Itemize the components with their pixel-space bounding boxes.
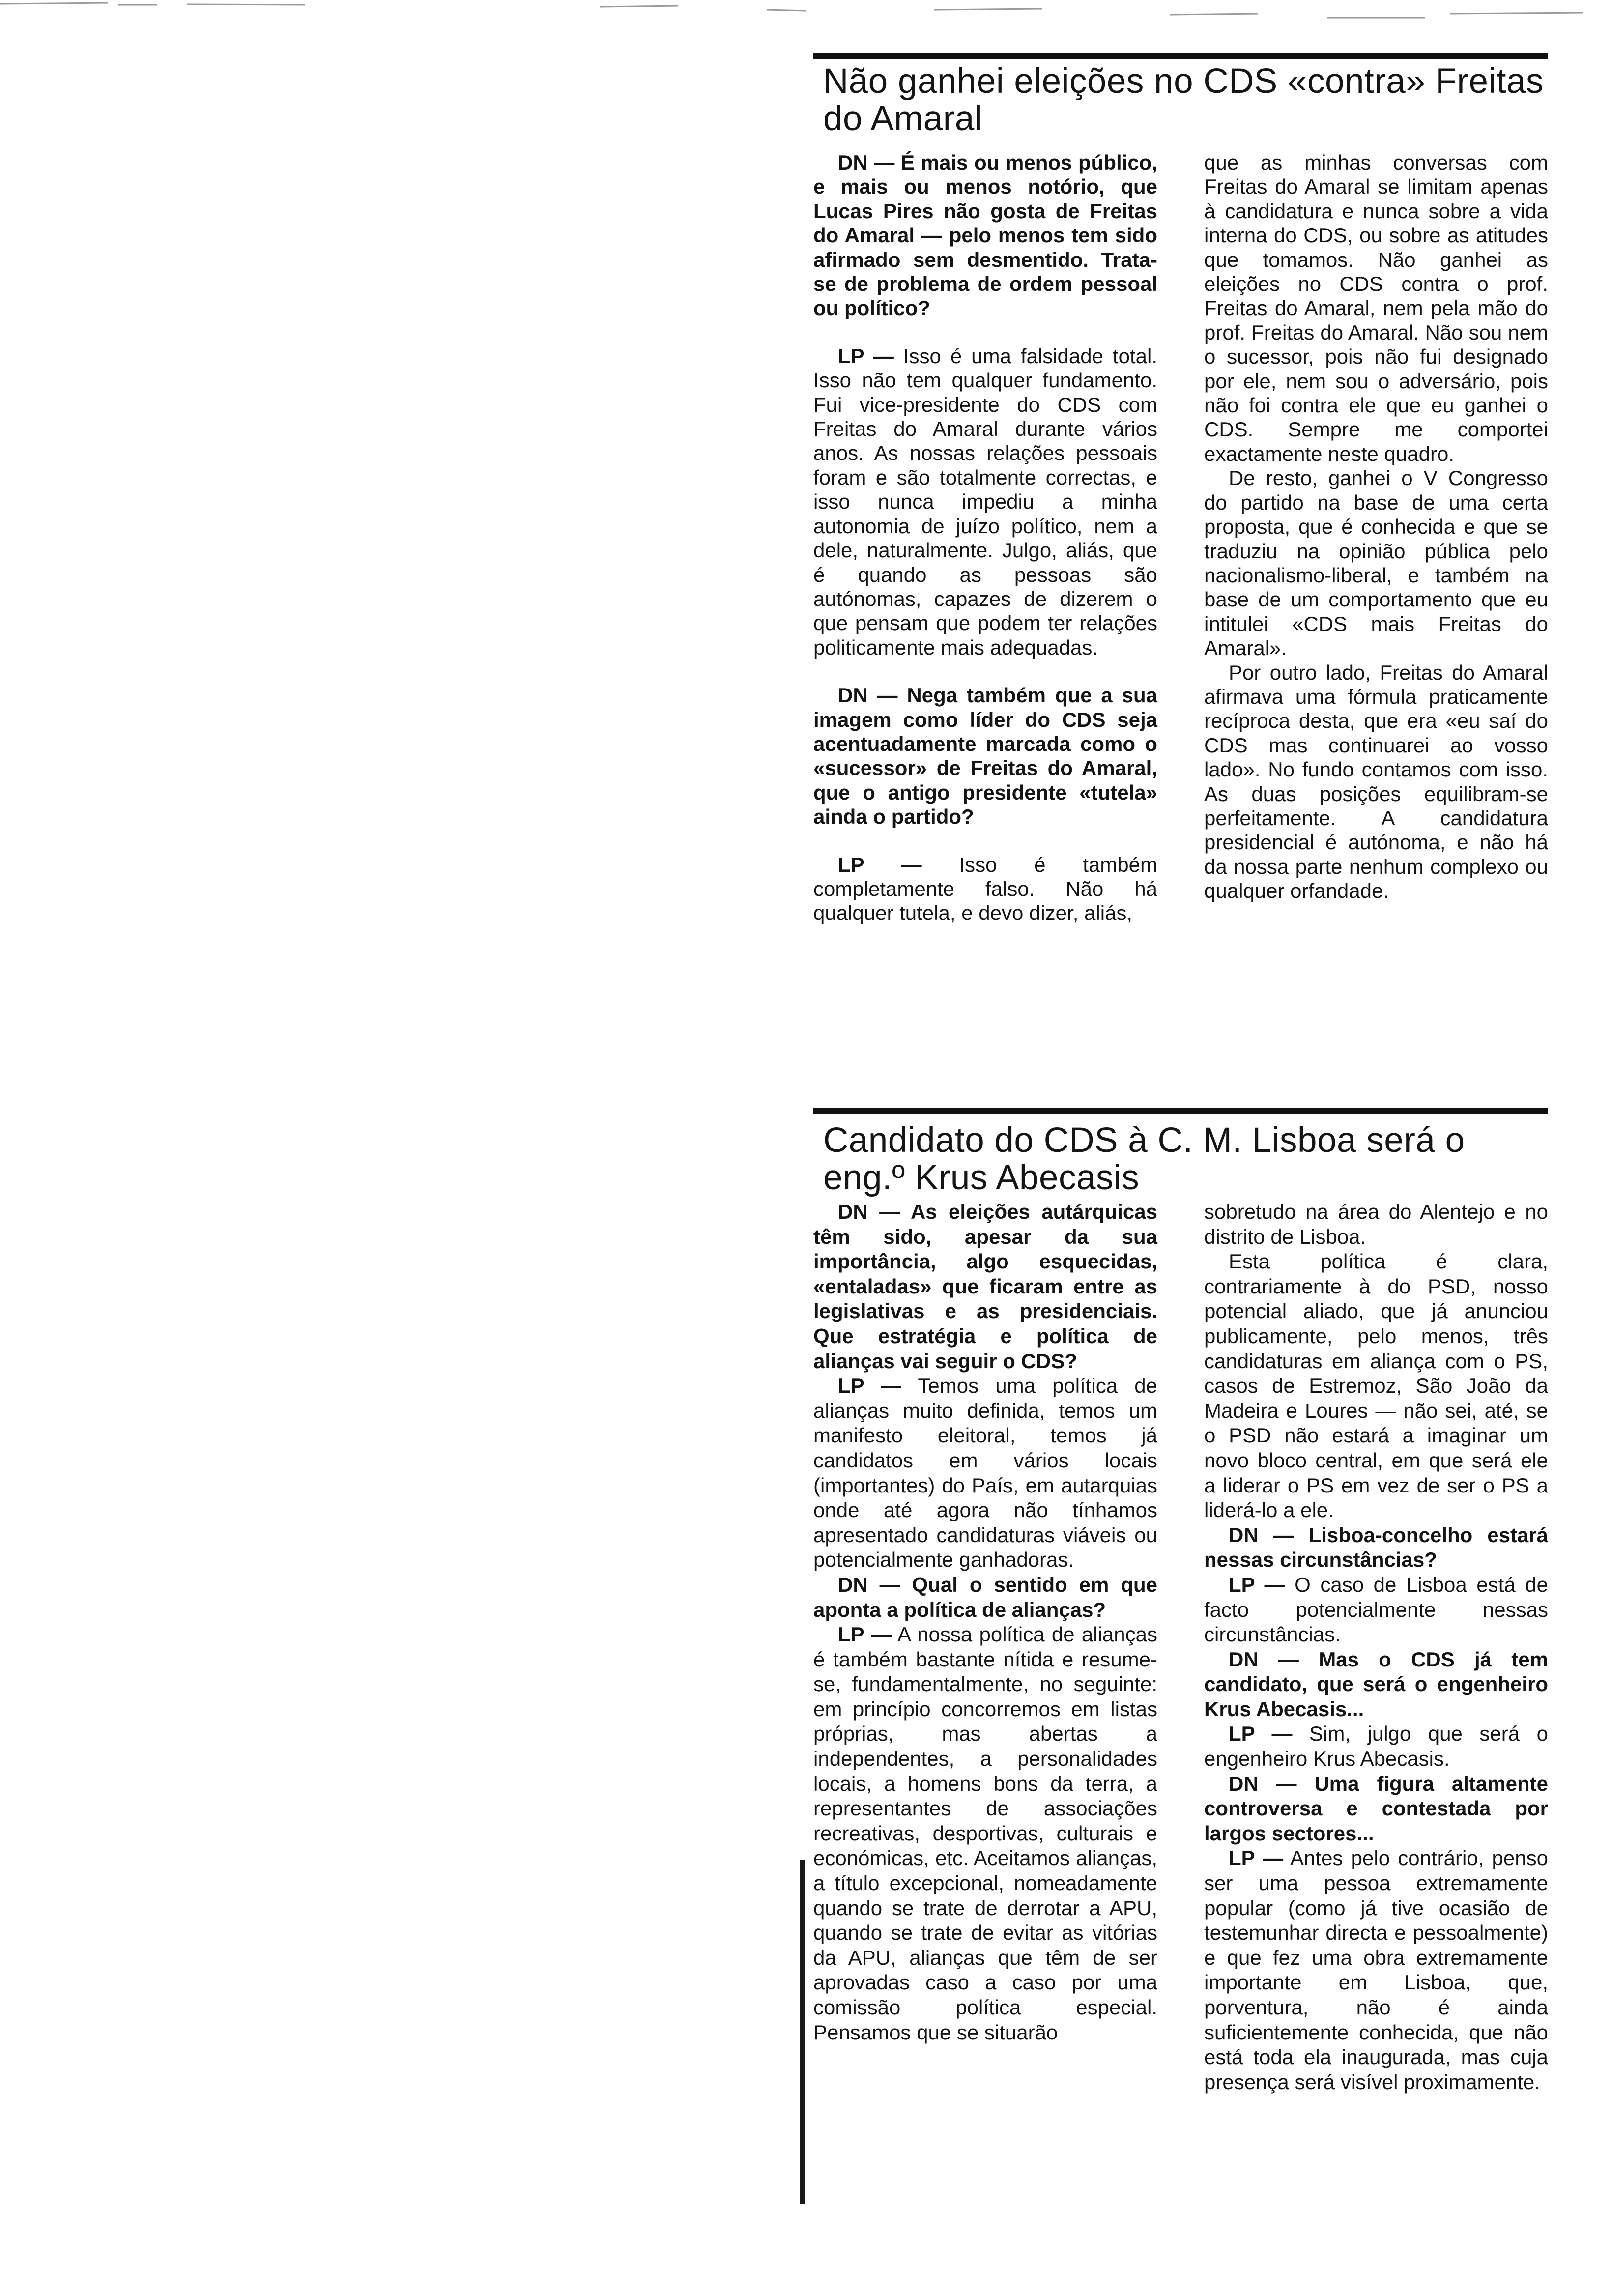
article-freitas xyxy=(813,53,1548,925)
article-column-left xyxy=(813,1200,1157,2095)
headline-rule xyxy=(813,53,1548,59)
interview-answer: LP — Temos uma política de alianças muito definida, temos um manifesto eleitoral, temos já candidatos em vários locais (importantes) do País, em autarquias onde até agora não tínhamos apresentado candidaturas viáveis ou potencialmente ganhadoras. xyxy=(813,1374,1157,1572)
interview-question: DN — É mais ou menos público, e mais ou menos notório, que Lucas Pires não gosta de Freitas do Amaral — pelo menos tem sido afirmado sem desmentido. Trata-se de problema de ordem pessoal ou político? xyxy=(813,151,1158,320)
interview-answer: LP — A nossa política de alianças é também bastante nítida e resume-se, fundamentalmente, no seguinte: em princípio concorremos em listas próprias, mas abertas a independentes, a personalidades locais, a homens bons da terra, a representantes de associações recreativas, desportivas, culturais e económicas, etc. Aceitamos alianças, a título excepcional, nomeadamente quando se trate de derrotar a APU, quando se trate de evitar as vitórias da APU, alianças que têm de ser aprovadas caso a caso por uma comissão política especial. Pensamos que se situarão xyxy=(813,1623,1157,2044)
interview-question: DN — Qual o sentido em que aponta a política de alianças? xyxy=(813,1573,1157,1621)
column-margin-bar xyxy=(800,1860,805,2204)
answer-continuation: que as minhas conversas com Freitas do Amaral se limitam apenas à candidatura e nunca sobre a vida interna do CDS, ou sobre as atitudes que tomamos. Não ganhei as eleições no CDS contra o prof. Freitas do Amaral, nem pela mão do prof. Freitas do Amaral. Não sou nem o sucessor, pois não fui designado por ele, nem sou o adversário, pois não foi contra ele que eu ganhei o CDS. Sempre me comportei exactamente neste quadro. xyxy=(1204,151,1548,465)
answer-paragraph: De resto, ganhei o V Congresso do partido na base de uma certa proposta, que é conhecida e que se traduziu na opinião pública pelo nacionalismo-liberal, e também na base de um comportamento que eu intitulei «CDS mais Freitas do Amaral». xyxy=(1204,466,1548,660)
interview-answer: LP — O caso de Lisboa está de facto potencialmente nessas circunstâncias. xyxy=(1204,1573,1548,1646)
interview-answer: LP — Isso é também completamente falso. Não há qualquer tutela, e devo dizer, aliás, xyxy=(813,853,1157,925)
interview-answer: LP — Sim, julgo que será o engenheiro Krus Abecasis. xyxy=(1204,1722,1548,1771)
interview-answer: LP — Antes pelo contrário, penso ser uma pessoa extremamente popular (como já tive ocasião de testemunhar directa e pessoalmente) e que fez uma obra extremamente importante em Lisboa, que, porventura, não é ainda suficientemente conhecida, que não está toda ela inaugurada, mas cuja presença será visível proximamente. xyxy=(1204,1846,1548,2094)
scan-edge-noise xyxy=(0,0,1612,20)
interview-question: DN — Lisboa-concelho estará nessas circunstâncias? xyxy=(1204,1523,1548,1572)
article-column-right xyxy=(1204,150,1548,925)
interview-question: DN — Nega também que a sua imagem como líder do CDS seja acentuadamente marcada como o «sucessor» de Freitas do Amaral, que o antigo presidente «tutela» ainda o partido? xyxy=(813,684,1158,829)
interview-question: DN — Mas o CDS já tem candidato, que será o engenheiro Krus Abecasis... xyxy=(1204,1647,1548,1721)
answer-continuation: sobretudo na área do Alentejo e no distrito de Lisboa. xyxy=(1204,1200,1548,1248)
answer-paragraph: Esta política é clara, contrariamente à do PSD, nosso potencial aliado, que já anunciou publicamente, pelo menos, três candidaturas em aliança com o PS, casos de Estremoz, São João da Madeira e Loures — não sei, até, se o PSD não estará a imaginar um novo bloco central, em que será ele a liderar o PS em vez de ser o PS a liderá-lo a ele. xyxy=(1204,1250,1548,1522)
article-headline: Não ganhei eleições no CDS «contra» Freitas do Amaral xyxy=(823,62,1544,138)
article-column-right xyxy=(1204,1200,1548,2095)
interview-question: DN — As eleições autárquicas têm sido, apesar da sua importância, algo esquecidas, «entaladas» que ficaram entre as legislativas e as presidenciais. Que estratégia e política de alianças vai seguir o CDS? xyxy=(813,1200,1157,1373)
article-column-left xyxy=(813,150,1157,925)
answer-paragraph: Por outro lado, Freitas do Amaral afirmava uma fórmula praticamente recíproca desta, que era «eu saí do CDS mas continuarei ao vosso lado». No fundo contamos com isso. As duas posições equilibram-se perfeitamente. A candidatura presidencial é autónoma, e não há da nossa parte nenhum complexo ou qualquer orfandade. xyxy=(1204,660,1548,903)
article-abecasis xyxy=(813,1108,1548,2095)
interview-answer: LP — Isso é uma falsidade total. Isso não tem qualquer fundamento. Fui vice-presidente do CDS com Freitas do Amaral durante vários anos. As nossas relações pessoais foram e são totalmente correctas, e isso nunca impediu a minha autonomia de juízo político, nem a dele, naturalmente. Julgo, aliás, que é quando as pessoas são autónomas, capazes de dizerem o que pensam que podem ter relações politicamente mais adequadas. xyxy=(813,344,1157,659)
headline-rule xyxy=(813,1108,1548,1114)
interview-question: DN — Uma figura altamente controversa e contestada por largos sectores... xyxy=(1204,1772,1548,1845)
article-headline: Candidato do CDS à C. M. Lisboa será o eng.º Krus Abecasis xyxy=(823,1121,1465,1197)
